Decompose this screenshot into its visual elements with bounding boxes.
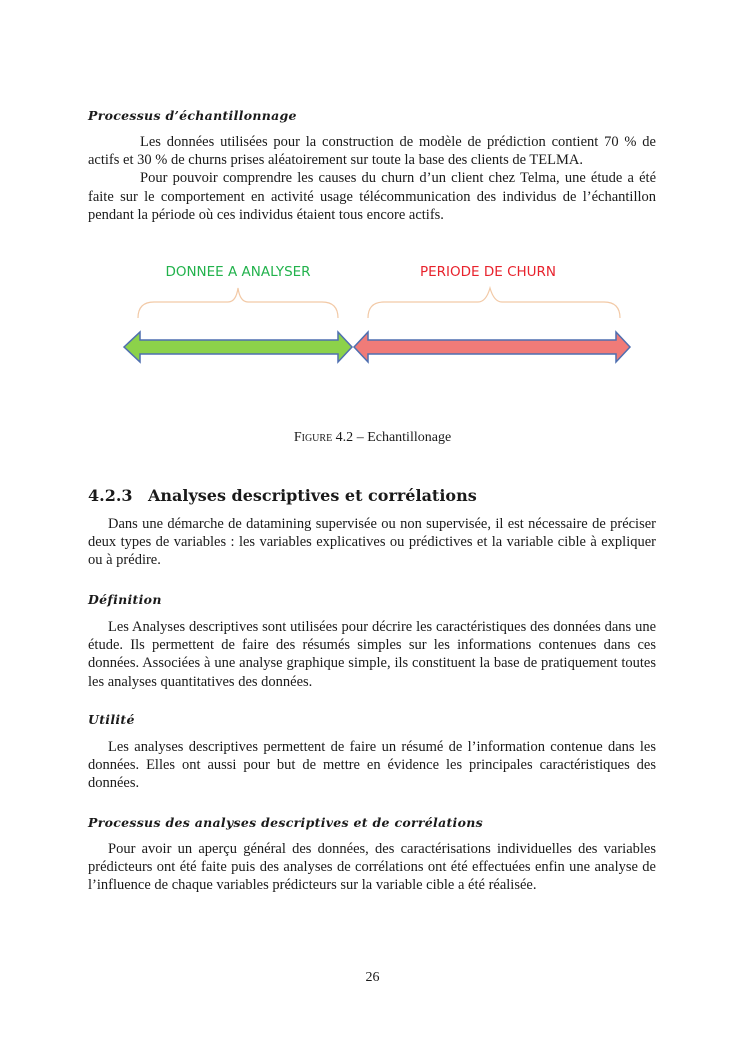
process-text: Pour avoir un aperçu général des données, des caractérisations individuelles des variables prédicteurs ont été faite puis des analyses de corrélations ont été effectuées enfin une analyse de l’influence de chaque variables prédicteurs sur la variable cible a été réalisée. [88,841,656,894]
right-period-label: PERIODE DE CHURN [419,264,557,280]
left-double-arrow [124,332,352,362]
figure-caption-text: – Echantillonage [356,430,452,445]
section-number: 4.2.3 [88,486,133,505]
right-brace [368,288,620,318]
section-heading [88,486,656,505]
left-brace [138,288,338,318]
sampling-heading: Processus d’échantillonnage [88,108,297,123]
sampling-diagram [100,250,640,370]
figure-caption [0,430,745,446]
process-heading: Processus des analyses descriptives et de corrélations [88,815,483,830]
page-number: 26 [365,970,380,985]
sampling-para-1: Les données utilisées pour la construction de modèle de prédiction contient 70 % de actifs et 30 % de churns prises aléatoirement sur toute la base des clients de TELMA. [88,134,656,169]
definition-text: Les Analyses descriptives sont utilisées pour décrire les caractéristiques des données dans une étude. Ils permettent de faire des résumés simples sur les informations contenues dans ces données. Associées à une analyse graphique simple, ils constituent la base de pratiquement toutes les analyses quantitatives des données. [88,619,656,690]
section-intro: Dans une démarche de datamining supervisée ou non supervisée, il est nécessaire de préciser deux types de variables : les variables explicatives ou prédictives et la variable cible à expliquer ou à prédire. [88,516,656,569]
sampling-paragraphs [88,133,656,224]
figure-caption-label: Figure 4.2 [293,430,354,445]
utility-heading: Utilité [88,712,135,727]
sampling-para-2: Pour pouvoir comprendre les causes du churn d’un client chez Telma, une étude a été faite sur le comportement en activité usage télécommunication des individus de l’échantillon pendant la période où ces individus étaient tous encore actifs. [88,170,656,223]
utility-text: Les analyses descriptives permettent de faire un résumé de l’information contenue dans les données. Elles ont aussi pour but de mettre en évidence les principales caractéristiques des données. [88,739,656,792]
right-double-arrow [354,332,630,362]
left-period-label: DONNEE A ANALYSER [165,264,311,280]
section-title: Analyses descriptives et corrélations [148,486,477,505]
definition-heading: Définition [88,592,162,607]
